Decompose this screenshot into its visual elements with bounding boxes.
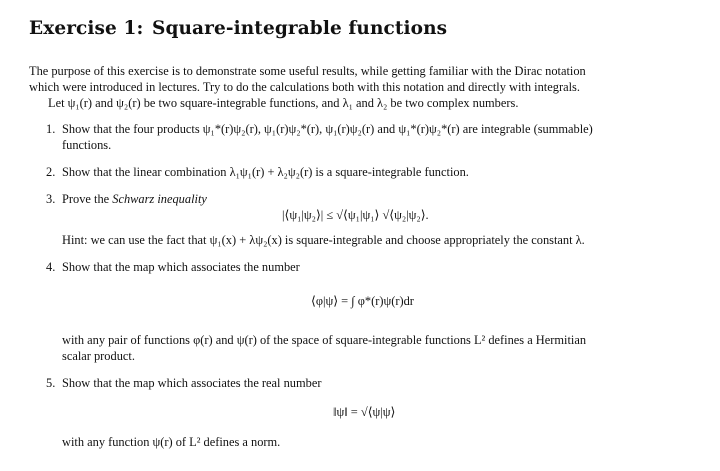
item-3-prefix: Prove the: [62, 192, 113, 206]
schwarz-inequality-equation: |⟨ψ₁|ψ₂⟩| ≤ √⟨ψ₁|ψ₁⟩ √⟨ψ₂|ψ₂⟩.: [282, 208, 429, 222]
item-3-line-1: [62, 191, 207, 207]
item-4-line-1: Show that the map which associates the number: [62, 260, 300, 274]
intro-line-3: Let ψ₁(r) and ψ₂(r) be two square-integrable functions, and λ₁ and λ₂ be two complex numbers.: [48, 96, 519, 110]
item-4-line-2: with any pair of functions φ(r) and ψ(r) of the space of square-integrable functions L² defines a Hermitian: [62, 333, 587, 347]
item-2-line-1: Show that the linear combination λ₁ψ₁(r) + λ₂ψ₂(r) is a square-integrable function.: [62, 165, 469, 179]
item-5-line-2: with any function ψ(r) of L² defines a norm.: [62, 435, 281, 449]
item-3-hint: Hint: we can use the fact that ψ₁(x) + λψ₂(x) is square-integrable and choose appropriately the constant λ.: [62, 233, 585, 247]
exercise-number: Exercise 1:: [29, 18, 144, 39]
item-3-emphasis: Schwarz inequality: [112, 192, 207, 206]
item-2-number: 2.: [46, 165, 56, 179]
item-4-line-3: scalar product.: [62, 349, 135, 363]
item-1-line-1: Show that the four products ψ₁*(r)ψ₂(r), ψ₁(r)ψ₂*(r), ψ₁(r)ψ₂(r) and ψ₁*(r)ψ₂*(r) are integrable (summable): [62, 122, 593, 136]
intro-line-1: The purpose of this exercise is to demonstrate some useful results, while getting familiar with the Dirac notation: [29, 64, 586, 78]
item-4-number: 4.: [46, 260, 56, 274]
norm-equation: ‖ψ‖ = √⟨ψ|ψ⟩: [333, 405, 396, 419]
item-1-line-2: functions.: [62, 138, 112, 152]
item-3-number: 3.: [46, 192, 56, 206]
scalar-product-equation: ⟨φ|ψ⟩ = ∫ φ*(r)ψ(r)dr: [311, 294, 414, 308]
intro-line-2: which were introduced in lectures. Try to do the calculations both with this notation and directly with integrals.: [29, 80, 580, 94]
item-5-line-1: Show that the map which associates the real number: [62, 376, 322, 390]
item-1-number: 1.: [46, 122, 56, 136]
exercise-title: [29, 18, 447, 39]
exercise-heading: Square-integrable functions: [152, 18, 448, 39]
item-5-number: 5.: [46, 376, 56, 390]
